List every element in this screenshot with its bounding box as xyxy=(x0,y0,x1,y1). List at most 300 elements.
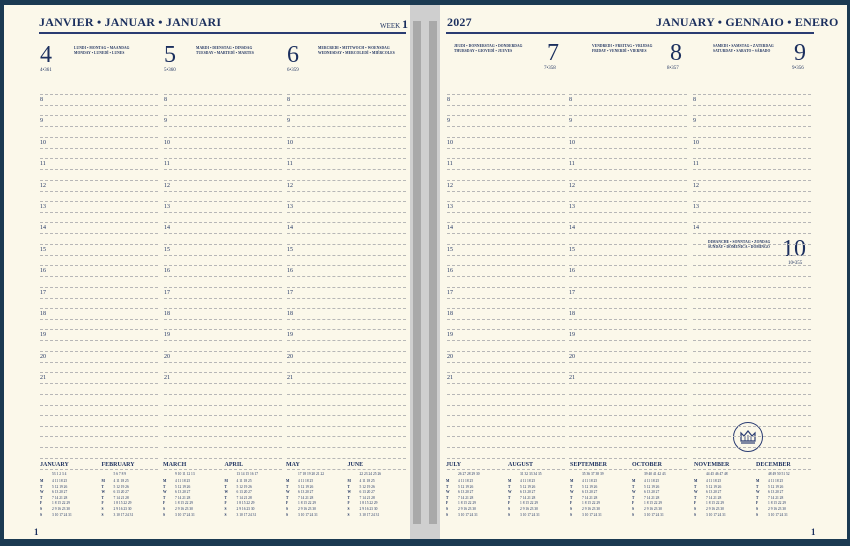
time-slot-line[interactable] xyxy=(447,319,565,320)
mini-day-letter: W xyxy=(40,490,44,495)
time-slot-line[interactable] xyxy=(693,105,811,106)
time-slot-line[interactable] xyxy=(164,148,282,149)
day-names-line: MERCREDI • MITTWOCH • WOENSDAG xyxy=(318,46,390,50)
time-slot-line[interactable] xyxy=(693,222,811,223)
mini-week-numbers: 39 40 41 42 43 xyxy=(644,472,666,476)
mini-date-row: 1 8 15 22 29 xyxy=(298,501,316,506)
day-number[interactable]: 8 xyxy=(670,40,682,66)
time-slot-line[interactable] xyxy=(569,244,687,245)
hour-label: 12 xyxy=(164,182,170,189)
time-slot-line[interactable] xyxy=(569,458,687,459)
time-slot-line[interactable] xyxy=(693,115,811,116)
mini-date-row: 6 13 20 27 xyxy=(298,490,314,495)
time-slot-line[interactable] xyxy=(40,340,158,341)
day-of-year: 6•359 xyxy=(287,68,299,73)
time-slot-line[interactable] xyxy=(287,469,406,470)
time-slot-line[interactable] xyxy=(287,383,406,384)
time-slot-line[interactable] xyxy=(164,94,282,95)
time-slot-line[interactable] xyxy=(40,394,158,395)
time-slot-line[interactable] xyxy=(447,244,565,245)
time-slot-line[interactable] xyxy=(447,383,565,384)
time-slot-line[interactable] xyxy=(164,447,282,448)
time-slot-line[interactable] xyxy=(164,319,282,320)
time-slot-line[interactable] xyxy=(287,148,406,149)
time-slot-line[interactable] xyxy=(569,212,687,213)
time-slot-line[interactable] xyxy=(40,415,158,416)
mini-date-row: 3 10 17 24 31 xyxy=(520,512,540,517)
mini-day-letter: F xyxy=(570,501,573,506)
time-slot-line[interactable] xyxy=(164,405,282,406)
time-slot-line[interactable] xyxy=(164,222,282,223)
time-slot-line[interactable] xyxy=(287,115,406,116)
hour-label: 21 xyxy=(287,375,293,382)
time-slot-line[interactable] xyxy=(569,255,687,256)
time-slot-line[interactable] xyxy=(447,148,565,149)
time-slot-line[interactable] xyxy=(693,287,811,288)
time-slot-line[interactable] xyxy=(693,405,811,406)
time-slot-line[interactable] xyxy=(569,222,687,223)
time-slot-line[interactable] xyxy=(447,137,565,138)
time-slot-line[interactable] xyxy=(164,436,282,437)
mini-day-letter: W xyxy=(508,490,512,495)
time-slot-line[interactable] xyxy=(447,372,565,373)
time-slot-line[interactable] xyxy=(164,115,282,116)
time-slot-line[interactable] xyxy=(164,126,282,127)
time-slot-line[interactable] xyxy=(164,180,282,181)
time-slot-line[interactable] xyxy=(569,372,687,373)
mini-date-row: 1 8 15 22 29 xyxy=(52,501,70,506)
mini-day-letter: S xyxy=(163,507,165,511)
time-slot-line[interactable] xyxy=(693,415,811,416)
time-slot-line[interactable] xyxy=(164,362,282,363)
day-number[interactable]: 10 xyxy=(782,236,806,262)
time-slot-line[interactable] xyxy=(569,329,687,330)
time-slot-line[interactable] xyxy=(40,169,158,170)
time-slot-line[interactable] xyxy=(569,233,687,234)
time-slot-line[interactable] xyxy=(40,212,158,213)
hour-label: 13 xyxy=(40,204,46,210)
time-slot-line[interactable] xyxy=(447,436,565,437)
time-slot-line[interactable] xyxy=(693,191,811,192)
hour-label: 17 xyxy=(569,289,575,296)
time-slot-line[interactable] xyxy=(447,233,565,234)
mini-date-row: 7 14 21 28 xyxy=(644,495,660,500)
time-slot-line[interactable] xyxy=(40,372,158,373)
day-number[interactable]: 5 xyxy=(164,42,176,68)
time-slot-line[interactable] xyxy=(569,105,687,106)
mini-day-letter: T xyxy=(286,484,289,489)
mini-day-letter: F xyxy=(694,501,697,506)
time-slot-line[interactable] xyxy=(287,180,406,181)
time-slot-line[interactable] xyxy=(447,212,565,213)
time-slot-line[interactable] xyxy=(693,212,811,213)
time-slot-line[interactable] xyxy=(164,415,282,416)
time-slot-line[interactable] xyxy=(569,276,687,277)
day-names xyxy=(708,240,770,250)
mini-date-row: 2 9 16 23 30 xyxy=(52,507,70,511)
hour-label: 19 xyxy=(569,332,575,339)
time-slot-line[interactable] xyxy=(569,351,687,352)
time-slot-line[interactable] xyxy=(447,298,565,299)
time-slot-line[interactable] xyxy=(693,458,811,459)
time-slot-line[interactable] xyxy=(569,362,687,363)
time-slot-line[interactable] xyxy=(693,244,811,245)
time-slot-line[interactable] xyxy=(164,201,282,202)
time-slot-line[interactable] xyxy=(287,137,406,138)
time-slot-line[interactable] xyxy=(693,276,811,277)
mini-day-letter: W xyxy=(224,490,229,495)
mini-date-row: 5 12 19 26 xyxy=(236,484,252,489)
time-slot-line[interactable] xyxy=(569,340,687,341)
time-slot-line[interactable] xyxy=(569,426,687,427)
time-slot-line[interactable] xyxy=(40,436,158,437)
time-slot-line[interactable] xyxy=(569,137,687,138)
mini-day-letter: S xyxy=(570,507,572,511)
time-slot-line[interactable] xyxy=(693,394,811,395)
time-slot-line[interactable] xyxy=(447,255,565,256)
time-slot-line[interactable] xyxy=(164,308,282,309)
mini-day-letter: S xyxy=(224,507,227,511)
time-slot-line[interactable] xyxy=(447,351,565,352)
time-slot-line[interactable] xyxy=(693,180,811,181)
time-slot-line[interactable] xyxy=(287,415,406,416)
time-slot-line[interactable] xyxy=(287,212,406,213)
time-slot-line[interactable] xyxy=(164,287,282,288)
time-slot-line[interactable] xyxy=(287,436,406,437)
mini-date-row: 6 13 20 27 xyxy=(52,490,68,495)
mini-day-letter: S xyxy=(347,512,350,517)
time-slot-line[interactable] xyxy=(40,351,158,352)
time-slot-line[interactable] xyxy=(569,191,687,192)
time-slot-line[interactable] xyxy=(164,276,282,277)
mini-day-letter: S xyxy=(694,512,696,517)
time-slot-line[interactable] xyxy=(164,383,282,384)
time-slot-line[interactable] xyxy=(40,287,158,288)
binding-hole xyxy=(429,514,437,524)
time-slot-line[interactable] xyxy=(40,148,158,149)
time-slot-line[interactable] xyxy=(693,148,811,149)
mini-date-row: 3 10 17 24 31 xyxy=(768,512,788,517)
mini-date-row: 5 12 19 26 xyxy=(644,484,660,489)
day-names-line: JEUDI • DONNERSTAG • DONDERDAG xyxy=(454,44,523,48)
hour-label: 14 xyxy=(569,225,575,232)
mini-date-row: 2 9 16 23 30 xyxy=(520,507,538,511)
time-slot-line[interactable] xyxy=(287,426,406,427)
hour-label: 11 xyxy=(447,161,453,168)
time-slot-line[interactable] xyxy=(569,415,687,416)
time-slot-line[interactable] xyxy=(569,201,687,202)
time-slot-line[interactable] xyxy=(164,351,282,352)
time-slot-line[interactable] xyxy=(693,233,811,234)
time-slot-line[interactable] xyxy=(40,255,158,256)
time-slot-line[interactable] xyxy=(287,340,406,341)
time-slot-line[interactable] xyxy=(569,405,687,406)
time-slot-line[interactable] xyxy=(693,94,811,95)
time-slot-line[interactable] xyxy=(447,222,565,223)
time-slot-line[interactable] xyxy=(447,191,565,192)
time-slot-line[interactable] xyxy=(569,169,687,170)
time-slot-line[interactable] xyxy=(569,94,687,95)
time-slot-line[interactable] xyxy=(569,298,687,299)
time-slot-line[interactable] xyxy=(693,329,811,330)
time-slot-line[interactable] xyxy=(40,105,158,106)
time-slot-line[interactable] xyxy=(447,169,565,170)
time-slot-line[interactable] xyxy=(164,212,282,213)
month-header-right: JANUARY • GENNAIO • ENERO xyxy=(656,15,839,29)
hour-label: 16 xyxy=(164,268,170,275)
mini-date-row: 3 10 17 24 31 xyxy=(113,512,134,517)
time-slot-line[interactable] xyxy=(569,308,687,309)
time-slot-line[interactable] xyxy=(287,405,406,406)
time-slot-line[interactable] xyxy=(40,405,158,406)
time-slot-line[interactable] xyxy=(693,372,811,373)
time-slot-line[interactable] xyxy=(287,222,406,223)
time-slot-line[interactable] xyxy=(287,158,406,159)
mini-month-title: JUNE xyxy=(347,462,364,468)
time-slot-line[interactable] xyxy=(40,94,158,95)
time-slot-line[interactable] xyxy=(40,180,158,181)
time-slot-line[interactable] xyxy=(447,308,565,309)
time-slot-line[interactable] xyxy=(287,191,406,192)
time-slot-line[interactable] xyxy=(40,458,158,459)
time-slot-line[interactable] xyxy=(569,115,687,116)
time-slot-line[interactable] xyxy=(287,94,406,95)
time-slot-line[interactable] xyxy=(164,233,282,234)
time-slot-line[interactable] xyxy=(569,469,687,470)
time-slot-line[interactable] xyxy=(447,362,565,363)
mini-day-letter: F xyxy=(508,501,511,506)
time-slot-line[interactable] xyxy=(40,115,158,116)
time-slot-line[interactable] xyxy=(447,394,565,395)
time-slot-line[interactable] xyxy=(40,308,158,309)
time-slot-line[interactable] xyxy=(569,394,687,395)
time-slot-line[interactable] xyxy=(40,265,158,266)
time-slot-line[interactable] xyxy=(569,126,687,127)
time-slot-line[interactable] xyxy=(287,319,406,320)
time-slot-line[interactable] xyxy=(569,319,687,320)
time-slot-line[interactable] xyxy=(693,447,811,448)
time-slot-line[interactable] xyxy=(287,105,406,106)
time-slot-line[interactable] xyxy=(693,426,811,427)
mini-date-row: 7 14 21 28 xyxy=(706,495,722,500)
mini-date-row: 2 9 16 23 30 xyxy=(582,507,600,511)
day-of-year: 8•357 xyxy=(667,66,679,71)
mini-day-letter: F xyxy=(632,501,635,506)
day-names-line: WEDNESDAY • MERCOLEDÌ • MIÉRCOLES xyxy=(318,51,395,55)
time-slot-line[interactable] xyxy=(164,298,282,299)
time-slot-line[interactable] xyxy=(164,158,282,159)
time-slot-line[interactable] xyxy=(287,298,406,299)
time-slot-line[interactable] xyxy=(164,191,282,192)
time-slot-line[interactable] xyxy=(287,265,406,266)
mini-day-letter: W xyxy=(101,490,106,495)
time-slot-line[interactable] xyxy=(447,415,565,416)
time-slot-line[interactable] xyxy=(693,469,811,470)
time-slot-line[interactable] xyxy=(693,255,811,256)
time-slot-line[interactable] xyxy=(447,265,565,266)
mini-month-title: DECEMBER xyxy=(756,462,791,468)
hour-label: 16 xyxy=(447,268,453,275)
day-number[interactable]: 7 xyxy=(547,40,559,66)
time-slot-line[interactable] xyxy=(447,115,565,116)
time-slot-line[interactable] xyxy=(40,201,158,202)
time-slot-line[interactable] xyxy=(693,362,811,363)
time-slot-line[interactable] xyxy=(693,201,811,202)
time-slot-line[interactable] xyxy=(40,233,158,234)
time-slot-line[interactable] xyxy=(693,169,811,170)
mini-date-row: 6 13 20 27 xyxy=(768,490,784,495)
hour-label: 9 xyxy=(693,118,696,125)
time-slot-line[interactable] xyxy=(287,126,406,127)
time-slot-line[interactable] xyxy=(569,287,687,288)
time-slot-line[interactable] xyxy=(164,329,282,330)
time-slot-line[interactable] xyxy=(447,469,565,470)
time-slot-line[interactable] xyxy=(693,298,811,299)
mini-date-row: 5 12 19 26 xyxy=(298,484,314,489)
time-slot-line[interactable] xyxy=(569,158,687,159)
time-slot-line[interactable] xyxy=(569,383,687,384)
day-number[interactable]: 9 xyxy=(794,40,806,66)
day-number[interactable]: 4 xyxy=(40,42,52,68)
mini-date-row: 4 11 18 25 xyxy=(359,479,375,483)
time-slot-line[interactable] xyxy=(40,426,158,427)
time-slot-line[interactable] xyxy=(40,126,158,127)
time-slot-line[interactable] xyxy=(693,158,811,159)
time-slot-line[interactable] xyxy=(287,447,406,448)
mini-date-row: 5 12 19 26 xyxy=(359,484,375,489)
time-slot-line[interactable] xyxy=(569,436,687,437)
time-slot-line[interactable] xyxy=(164,265,282,266)
time-slot-line[interactable] xyxy=(447,276,565,277)
time-slot-line[interactable] xyxy=(164,469,282,470)
time-slot-line[interactable] xyxy=(287,394,406,395)
time-slot-line[interactable] xyxy=(287,329,406,330)
time-slot-line[interactable] xyxy=(447,105,565,106)
mini-day-letter: M xyxy=(347,479,351,483)
header-rule xyxy=(446,32,814,34)
hour-label: 20 xyxy=(164,353,170,360)
mini-day-letter: S xyxy=(446,512,448,517)
time-slot-line[interactable] xyxy=(693,436,811,437)
time-slot-line[interactable] xyxy=(569,180,687,181)
mini-day-letter: T xyxy=(224,484,227,489)
day-of-year: 4•361 xyxy=(40,68,52,73)
time-slot-line[interactable] xyxy=(287,255,406,256)
time-slot-line[interactable] xyxy=(287,308,406,309)
time-slot-line[interactable] xyxy=(447,426,565,427)
time-slot-line[interactable] xyxy=(693,351,811,352)
mini-day-letter: T xyxy=(632,484,635,489)
time-slot-line[interactable] xyxy=(693,383,811,384)
mini-day-letter: S xyxy=(224,512,227,517)
time-slot-line[interactable] xyxy=(287,458,406,459)
time-slot-line[interactable] xyxy=(447,287,565,288)
time-slot-line[interactable] xyxy=(287,287,406,288)
time-slot-line[interactable] xyxy=(40,244,158,245)
time-slot-line[interactable] xyxy=(693,340,811,341)
time-slot-line[interactable] xyxy=(40,362,158,363)
time-slot-line[interactable] xyxy=(693,137,811,138)
time-slot-line[interactable] xyxy=(447,158,565,159)
time-slot-line[interactable] xyxy=(447,405,565,406)
time-slot-line[interactable] xyxy=(40,191,158,192)
time-slot-line[interactable] xyxy=(287,244,406,245)
time-slot-line[interactable] xyxy=(40,158,158,159)
time-slot-line[interactable] xyxy=(40,137,158,138)
time-slot-line[interactable] xyxy=(164,169,282,170)
day-names-line: DIMANCHE • SONNTAG • ZONDAG xyxy=(708,240,771,244)
time-slot-line[interactable] xyxy=(164,105,282,106)
hour-label: 12 xyxy=(693,182,699,189)
time-slot-line[interactable] xyxy=(693,319,811,320)
day-names-line: SATURDAY • SABATO • SÁBADO xyxy=(713,49,771,53)
time-slot-line[interactable] xyxy=(40,276,158,277)
time-slot-line[interactable] xyxy=(447,458,565,459)
time-slot-line[interactable] xyxy=(287,233,406,234)
hour-label: 12 xyxy=(569,182,575,189)
day-number[interactable]: 6 xyxy=(287,42,299,68)
time-slot-line[interactable] xyxy=(287,351,406,352)
time-slot-line[interactable] xyxy=(40,469,158,470)
time-slot-line[interactable] xyxy=(287,276,406,277)
time-slot-line[interactable] xyxy=(40,329,158,330)
mini-day-letter: S xyxy=(347,507,350,511)
time-slot-line[interactable] xyxy=(40,383,158,384)
day-names-line: TUESDAY • MARTEDÌ • MARTES xyxy=(196,51,254,55)
time-slot-line[interactable] xyxy=(164,426,282,427)
time-slot-line[interactable] xyxy=(164,137,282,138)
mini-week-numbers: 35 36 37 38 39 xyxy=(582,472,604,476)
time-slot-line[interactable] xyxy=(447,180,565,181)
time-slot-line[interactable] xyxy=(164,372,282,373)
time-slot-line[interactable] xyxy=(40,222,158,223)
mini-date-row: 6 13 20 27 xyxy=(113,490,129,495)
time-slot-line[interactable] xyxy=(287,169,406,170)
time-slot-line[interactable] xyxy=(164,340,282,341)
time-slot-line[interactable] xyxy=(569,148,687,149)
time-slot-line[interactable] xyxy=(164,458,282,459)
hour-label: 12 xyxy=(40,182,46,189)
hour-label: 9 xyxy=(164,118,167,125)
mini-day-letter: M xyxy=(694,479,698,483)
time-slot-line[interactable] xyxy=(40,319,158,320)
time-slot-line[interactable] xyxy=(693,265,811,266)
time-slot-line[interactable] xyxy=(693,126,811,127)
time-slot-line[interactable] xyxy=(447,126,565,127)
time-slot-line[interactable] xyxy=(164,244,282,245)
mini-day-letter: S xyxy=(508,512,510,517)
time-slot-line[interactable] xyxy=(287,201,406,202)
time-slot-line[interactable] xyxy=(447,447,565,448)
time-slot-line[interactable] xyxy=(569,265,687,266)
time-slot-line[interactable] xyxy=(447,94,565,95)
time-slot-line[interactable] xyxy=(287,372,406,373)
mini-week-numbers: 31 32 33 34 35 xyxy=(520,472,542,476)
time-slot-line[interactable] xyxy=(40,298,158,299)
time-slot-line[interactable] xyxy=(693,308,811,309)
time-slot-line[interactable] xyxy=(164,255,282,256)
time-slot-line[interactable] xyxy=(40,447,158,448)
time-slot-line[interactable] xyxy=(447,329,565,330)
mini-day-letter: S xyxy=(286,507,288,511)
mini-day-letter: W xyxy=(632,490,636,495)
time-slot-line[interactable] xyxy=(447,201,565,202)
time-slot-line[interactable] xyxy=(287,362,406,363)
time-slot-line[interactable] xyxy=(569,447,687,448)
hour-label: 19 xyxy=(287,332,293,339)
time-slot-line[interactable] xyxy=(164,394,282,395)
time-slot-line[interactable] xyxy=(447,340,565,341)
